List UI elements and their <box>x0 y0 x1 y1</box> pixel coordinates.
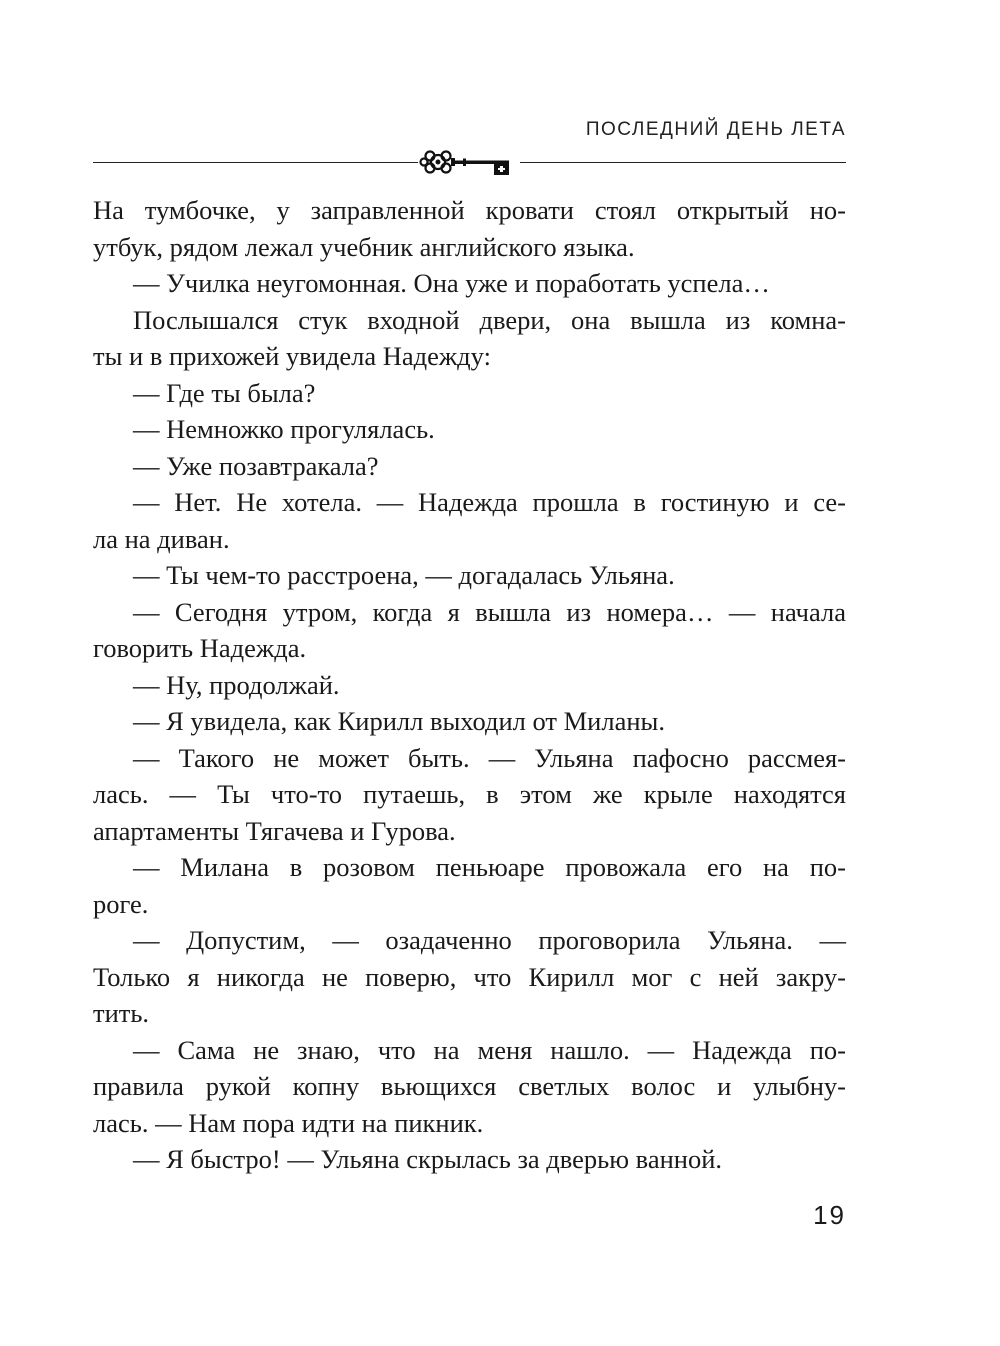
text-line: говорить Надежда. <box>93 633 307 663</box>
text-line: апартаменты Тягачева и Гурова. <box>93 815 456 846</box>
text-line: — Милана в розовом пеньюаре провожала его на по- <box>133 852 846 882</box>
text-line: лась. — Ты что-то путаешь, в этом же крыле находятся <box>93 779 846 809</box>
page-number: 19 <box>813 1200 846 1230</box>
text-line: — Я увидела, как Кирилл выходил от Миланы. <box>133 706 665 736</box>
text-line: На тумбочке, у заправленной кровати стоял открытый но- <box>93 195 846 225</box>
text-line: Только я никогда не поверю, что Кирилл мог с ней закру- <box>93 961 846 992</box>
text-line: ты и в прихожей увидела Надежду: <box>93 341 491 371</box>
text-line: роге. <box>93 888 149 919</box>
main-text <box>93 192 846 1178</box>
text-line: Послышался стук входной двери, она вышла из комна- <box>133 304 846 335</box>
text-line: — Училка неугомонная. Она уже и поработать успела… <box>133 268 770 298</box>
text-line: — Сама не знаю, что на меня нашло. — Надежда по- <box>133 1034 846 1065</box>
text-line: ла на диван. <box>93 523 230 554</box>
running-title: ПОСЛЕДНИЙ ДЕНЬ ЛЕТА <box>585 119 846 140</box>
text-line: утбук, рядом лежал учебник английского языка. <box>93 231 635 262</box>
text-line: — Немножко прогулялась. <box>133 414 435 444</box>
key-icon <box>418 145 520 183</box>
text-line: — Нет. Не хотела. — Надежда прошла в гостиную и се- <box>133 487 846 517</box>
text-line: — Такого не может быть. — Ульяна пафосно рассмея- <box>133 742 846 773</box>
text-line: тить. <box>93 998 150 1028</box>
text-line: правила рукой копну вьющихся светлых волос и улыбну- <box>93 1071 846 1101</box>
text-line: — Сегодня утром, когда я вышла из номера… — начала <box>133 596 846 627</box>
text-line: — Ты чем-то расстроена, — догадалась Ульяна. <box>133 560 675 590</box>
text-line: — Я быстро! — Ульяна скрылась за дверью ванной. <box>133 1144 723 1174</box>
text-line: — Допустим, — озадаченно проговорила Ульяна. — <box>133 925 846 955</box>
text-line: — Уже позавтракала? <box>133 450 379 481</box>
text-line: — Где ты была? <box>133 377 316 408</box>
text-line: — Ну, продолжай. <box>133 669 340 700</box>
text-line: лась. — Нам пора идти на пикник. <box>93 1107 484 1138</box>
